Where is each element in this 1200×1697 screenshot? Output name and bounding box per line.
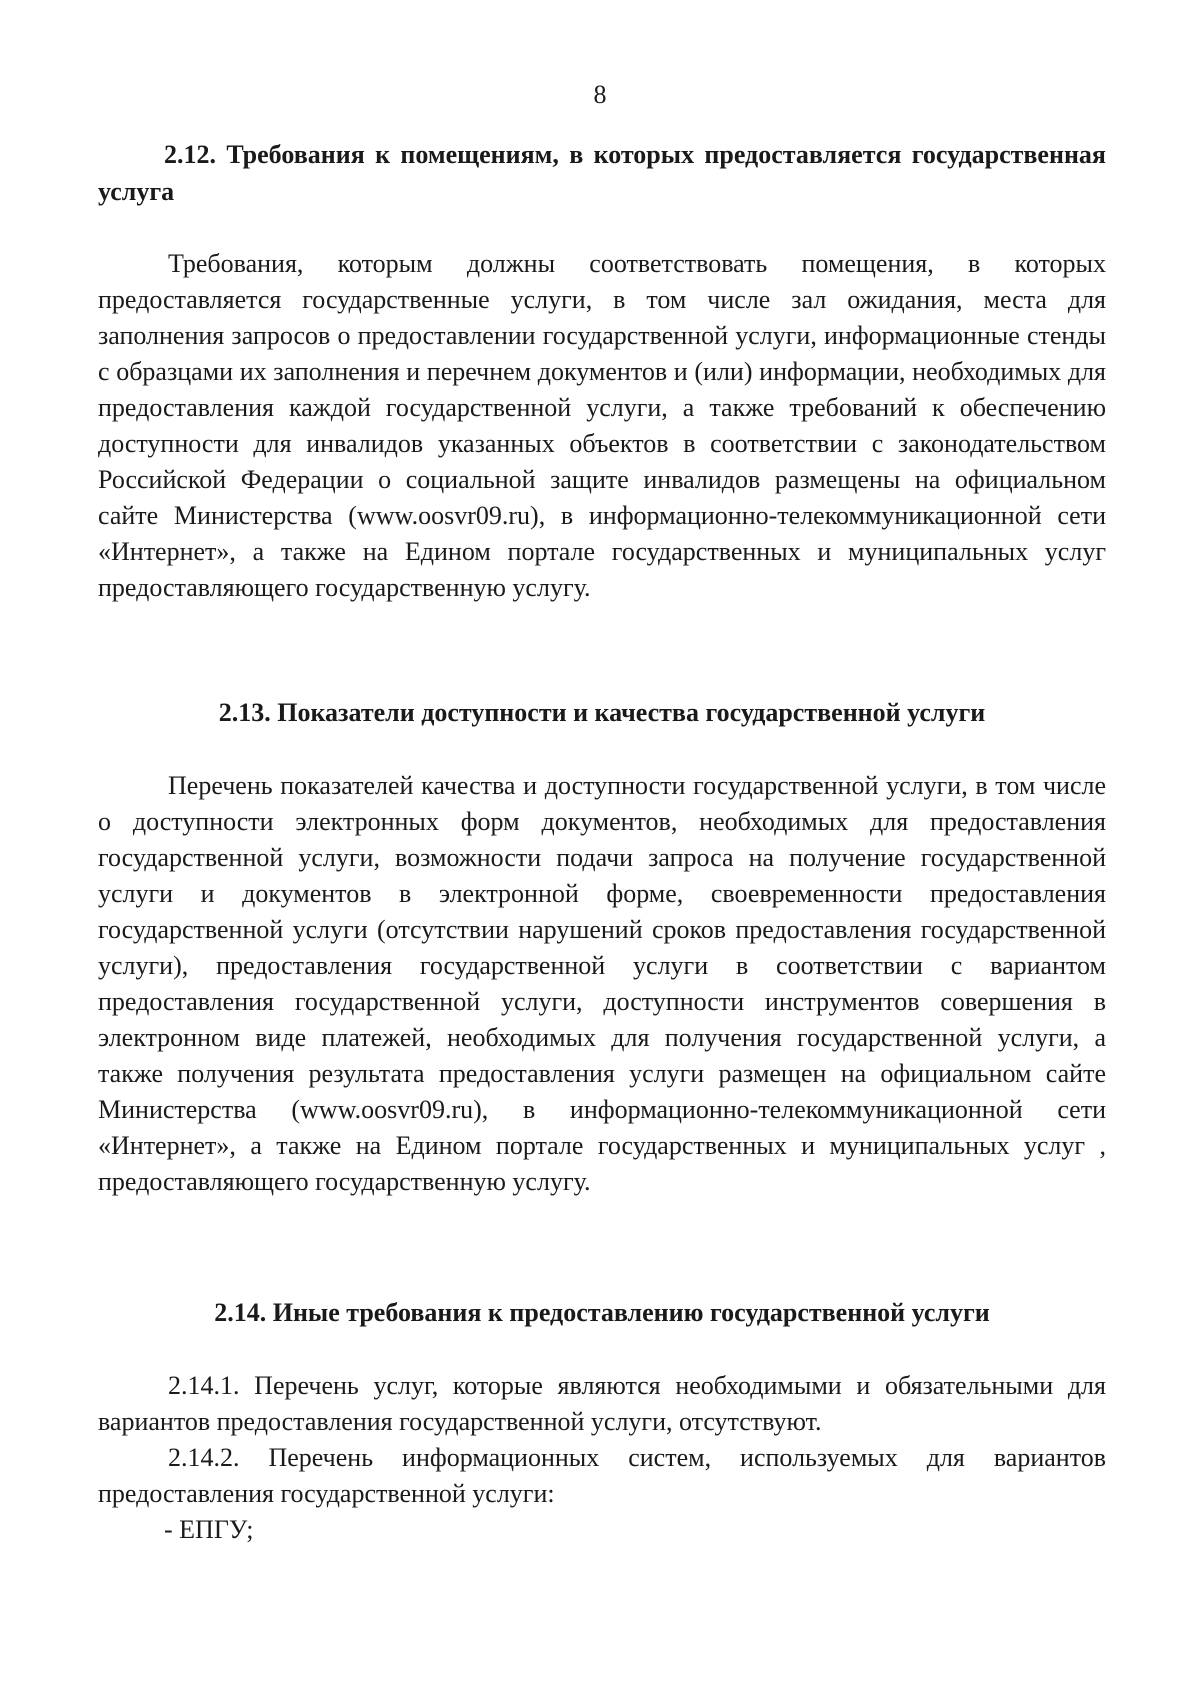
section-heading-2-14: 2.14. Иные требования к предоставлению государственной услуги xyxy=(214,1298,990,1327)
section-paragraph-2-13: Перечень показателей качества и доступности государственной услуги, в том числе о доступности электронных форм документов, необходимых для предоставления государственной услуги, возможности подачи запроса на получение государственной услуги и документов в электронной форме, своевременности предоставления государственной услуги (отсутствии нарушений сроков предоставления государственной услуги), предоставления государственной услуги в соответствии с вариантом предоставления государственной услуги, доступности инструментов совершения в электронном виде платежей, необходимых для получения государственной услуги, а также получения результата предоставления услуги размещен на официальном сайте Министерства (www.oosvr09.ru), в информационно-телекоммуникационной сети «Интернет», а также на Едином портале государственных и муниципальных услуг , предоставляющего государственную услугу. xyxy=(98,771,1106,1196)
section-2-14-body xyxy=(98,1368,1106,1548)
section-heading-2-12: 2.12. Требования к помещениям, в которых предоставляется государственная услуга xyxy=(98,140,1106,206)
section-2-13 xyxy=(98,694,1106,731)
section-item-2-14-1: 2.14.1. Перечень услуг, которые являются необходимыми и обязательными для вариантов предоставления государственной услуги, отсутствуют. xyxy=(98,1371,1106,1436)
page-number: 8 xyxy=(593,80,607,109)
section-2-12 xyxy=(98,136,1106,210)
section-heading-2-13: 2.13. Показатели доступности и качества государственной услуги xyxy=(218,698,986,727)
section-2-13-body xyxy=(98,768,1106,1200)
section-item-2-14-2: 2.14.2. Перечень информационных систем, используемых для вариантов предоставления государственной услуги: xyxy=(98,1443,1106,1508)
section-2-12-body xyxy=(98,246,1106,606)
section-2-14 xyxy=(98,1294,1106,1331)
section-paragraph-2-12: Требования, которым должны соответствовать помещения, в которых предоставляется государственные услуги, в том числе зал ожидания, места для заполнения запросов о предоставлении государственной услуги, информационные стенды с образцами их заполнения и перечнем документов и (или) информации, необходимых для предоставления каждой государственной услуги, а также требований к обеспечению доступности для инвалидов указанных объектов в соответствии с законодательством Российской Федерации о социальной защите инвалидов размещены на официальном сайте Министерства (www.oosvr09.ru), в информационно-телекоммуникационной сети «Интернет», а также на Едином портале государственных и муниципальных услуг предоставляющего государственную услугу. xyxy=(98,249,1106,602)
list-item-epgu: - ЕПГУ; xyxy=(164,1515,254,1544)
